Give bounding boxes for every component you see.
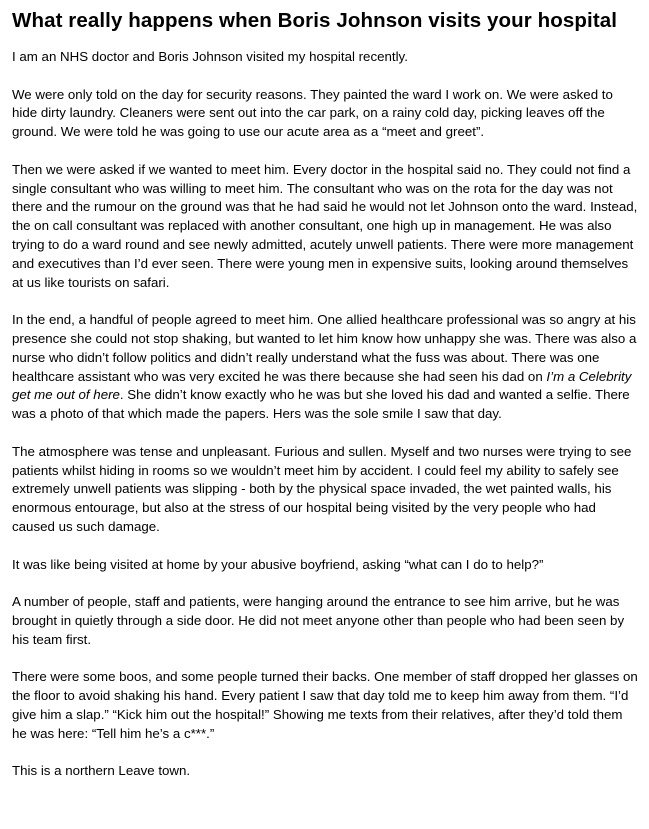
paragraph-8 — [12, 668, 638, 743]
article — [12, 0, 638, 781]
spacer — [12, 743, 638, 762]
paragraph-3 — [12, 161, 638, 293]
spacer — [12, 292, 638, 311]
paragraph-9 — [12, 762, 638, 781]
spacer — [12, 537, 638, 556]
paragraph-5 — [12, 443, 638, 537]
paragraph-text: We were only told on the day for security reasons. They painted the ward I work on. We were asked to hide dirty laundry. Cleaners were sent out into the car park, on a rainy cold day, picking leaves off the ground. We were told he was going to use our acute area as a “meet and greet”. — [12, 86, 613, 140]
paragraph-text: I am an NHS doctor and Boris Johnson visited my hospital recently. — [12, 49, 408, 64]
paragraph-text: The atmosphere was tense and unpleasant. Furious and sullen. Myself and two nurses were trying to see patients whilst hiding in rooms so we wouldn’t meet him by accident. I could feel my ability to safely see extremely unwell patients was slipping - both by the physical space invaded, the wet painted walls, his enormous entourage, but also at the stress of our hospital being visited by the very people who had caused us such damage. — [12, 443, 632, 534]
paragraph-text: Then we were asked if we wanted to meet him. Every doctor in the hospital said no. They could not find a single consultant who was willing to meet him. The consultant who was on the rota for the day was not there and the rumour on the ground was that he had said he would not let Johnson onto the ward. Instead, the on call consultant was replaced with another consultant, one high up in management. He was also trying to do a ward round and see newly admitted, acutely unwell patients. There were more management and executives than I’d ever seen. There were young men in expensive suits, looking around themselves at us like tourists on safari. — [12, 161, 638, 290]
spacer — [12, 424, 638, 443]
paragraph-text: . She didn’t know exactly who he was but she loved his dad and wanted a selfie. There was a photo of that which made the papers. Hers was the sole smile I saw that day. — [12, 387, 630, 422]
paragraph-1 — [12, 48, 638, 67]
spacer — [12, 36, 638, 48]
paragraph-text: This is a northern Leave town. — [12, 763, 191, 779]
paragraph-text: There were some boos, and some people turned their backs. One member of staff dropped her glasses on the floor to avoid shaking his hand. Every patient I saw that day told me to keep him away from them. “I’d give him a slap.” “Kick him out the hospital!” Showing me texts from their relatives, after they’d told them he was here: “Tell him he’s a c***.” — [12, 669, 638, 741]
paragraph-7 — [12, 593, 638, 649]
spacer — [12, 142, 638, 161]
paragraph-4 — [12, 311, 638, 424]
spacer — [12, 650, 638, 669]
spacer — [12, 574, 638, 593]
paragraph-6 — [12, 556, 638, 575]
tv-show-title: I’m a Celebrity get me out of here — [12, 368, 632, 403]
spacer — [12, 67, 638, 86]
paragraph-text: In the end, a handful of people agreed to meet him. One allied healthcare professional was so angry at his presence she could not stop shaking, but wanted to let him know how unhappy she was. There was also a nurse who didn’t follow politics and didn’t really understand what the fuss was about. There was one healthcare assistant who was very excited he was there because she had seen his dad on — [12, 312, 637, 384]
paragraph-text: A number of people, staff and patients, were hanging around the entrance to see him arrive, but he was brought in quietly through a side door. He did not meet anyone other than people who had been seen by his team first. — [12, 594, 625, 647]
paragraph-text: It was like being visited at home by your abusive boyfriend, asking “what can I do to help?” — [12, 556, 544, 572]
paragraph-2 — [12, 86, 638, 142]
article-title: What really happens when Boris Johnson visits your hospital — [12, 9, 618, 32]
